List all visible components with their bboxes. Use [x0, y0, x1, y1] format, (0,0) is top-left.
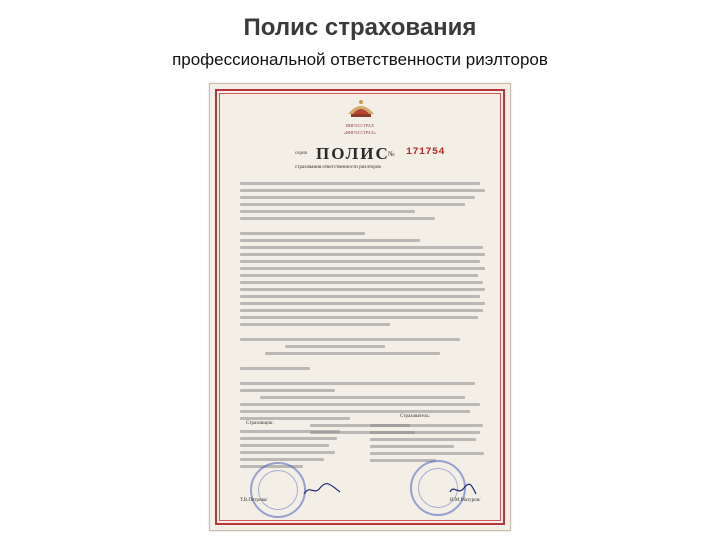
insurance-policy-document — [209, 83, 511, 531]
policy-number-label: № — [388, 150, 395, 158]
company-name: ИНГОССТРАХ — [345, 123, 375, 128]
insurer-signature — [302, 482, 342, 498]
policy-series-label: серия — [295, 151, 307, 156]
company-tagline: «ИНГОССТРАХ» — [343, 130, 377, 135]
insurer-signer: Т.В.Петрова/ — [240, 498, 268, 503]
company-emblem-icon — [344, 96, 378, 120]
policy-kind: страхования ответственности риэлторов — [295, 165, 381, 170]
policy-title: ПОЛИС — [316, 144, 390, 163]
insurer-label: Страховщик: — [246, 421, 274, 426]
slide-title: Полис страхования — [243, 14, 477, 41]
slide-subtitle: профессиональной ответственности риэлторов — [172, 50, 548, 69]
insured-details — [370, 424, 490, 466]
insured-signature — [448, 482, 478, 498]
insurer-stamp — [250, 462, 306, 518]
policy-number: 171754 — [406, 147, 446, 158]
policy-body-text — [240, 182, 490, 438]
insured-signer: Н.М.Мазуров/ — [450, 498, 481, 503]
insured-label: Страхователь: — [400, 414, 430, 419]
